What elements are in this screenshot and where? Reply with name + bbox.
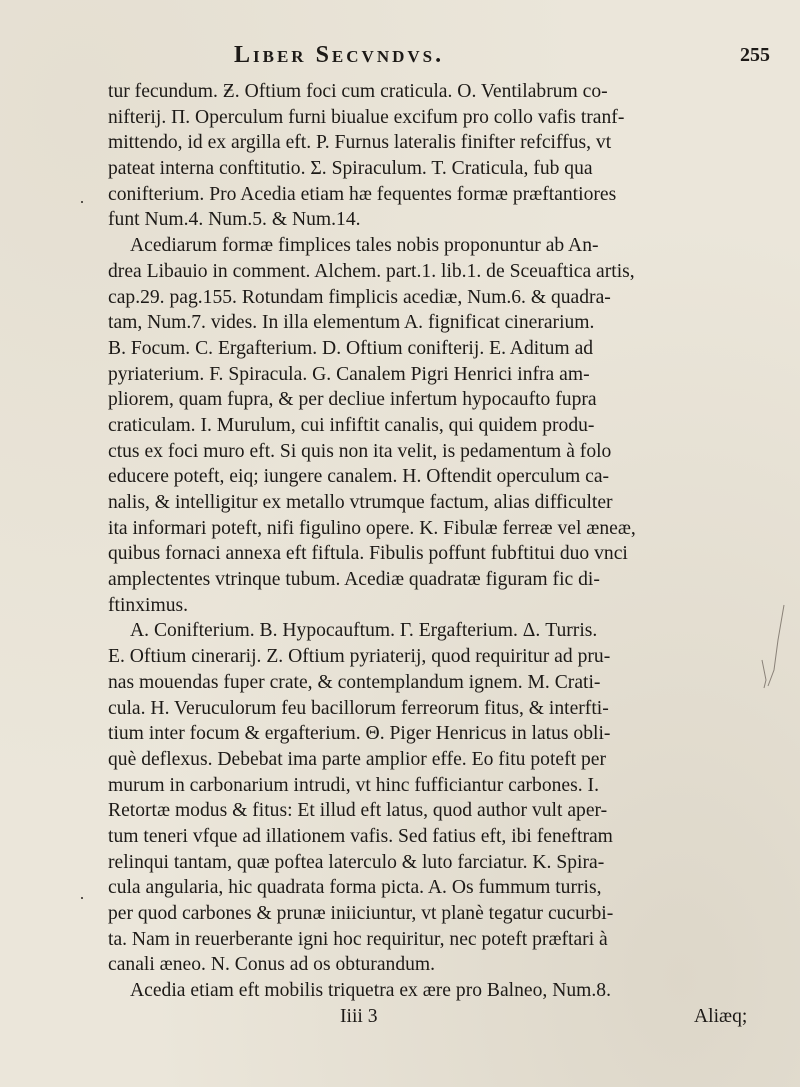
text-line: pyriaterium. F. Spiracula. G. Canalem Pigri Henrici infra am- — [108, 363, 590, 385]
page-number: 255 — [740, 44, 770, 66]
text-line: B. Focum. C. Ergafterium. D. Oftium conifterij. E. Aditum ad — [108, 337, 594, 359]
text-line: ta. Nam in reuerberante igni hoc requiritur, nec poteft præftari à — [108, 928, 608, 950]
text-line: drea Libauio in comment. Alchem. part.1. lib.1. de Sceuaftica artis, — [108, 260, 635, 282]
text-line: educere poteft, eiq; iungere canalem. H. Oftendit operculum ca- — [108, 466, 610, 488]
text-line: A. Conifterium. B. Hypocauftum. Γ. Ergafterium. Δ. Turris. — [130, 620, 598, 642]
text-line: cula. H. Veruculorum feu bacillorum ferreorum fitus, & interfti- — [108, 697, 609, 719]
text-line: E. Oftium cinerarij. Z. Oftium pyriaterij, quod requiritur ad pru- — [108, 646, 611, 668]
text-line: què deflexus. Debebat ima parte amplior effe. Eo fitu poteft per — [108, 748, 606, 770]
text-line: quibus fornaci annexa eft fiftula. Fibulis poffunt fubftitui duo vnci — [108, 543, 628, 565]
page-footer — [108, 1004, 788, 1030]
text-line: funt Num.4. Num.5. & Num.14. — [108, 209, 361, 231]
text-line: pateat interna conftitutio. Σ. Spiraculum. T. Craticula, fub qua — [108, 158, 593, 180]
text-line: ita informari poteft, nifi figulino opere. K. Fibulæ ferreæ vel æneæ, — [108, 517, 636, 539]
text-line: cap.29. pag.155. Rotundam fimplicis acediæ, Num.6. & quadra- — [108, 286, 611, 308]
text-line: tum teneri vfque ad illationem vafis. Sed fatius eft, ibi feneftram — [108, 825, 613, 847]
text-line: canali æneo. N. Conus ad os obturandum. — [108, 954, 436, 976]
text-line: ctus ex foci muro eft. Si quis non ita velit, is pedamentum à folo — [108, 440, 612, 462]
body-text — [108, 79, 788, 1029]
text-line: pliorem, quam fupra, & per decliue infertum hypocaufto fupra — [108, 389, 597, 411]
page-header — [150, 42, 770, 82]
text-line: mittendo, id ex argilla eft. P. Furnus lateralis finifter refciffus, vt — [108, 132, 612, 154]
text-line: Acedia etiam eft mobilis triquetra ex ære pro Balneo, Num.8. — [130, 980, 611, 1002]
text-line: per quod carbones & prunæ iniiciuntur, vt planè tegatur cucurbi- — [108, 903, 614, 924]
text-line: cula angularia, hic quadrata forma picta. A. Os fummum turris, — [108, 877, 602, 899]
margin-dot — [81, 201, 83, 203]
text-line: tur fecundum. Ƶ. Oftium foci cum craticula. O. Ventilabrum co- — [108, 81, 608, 102]
text-line: Retortæ modus & fitus: Et illud eft latus, quod author vult aper- — [108, 800, 608, 822]
text-line: nas mouendas fuper crate, & contemplandum ignem. M. Crati- — [108, 671, 601, 693]
pencil-mark-icon — [754, 600, 794, 690]
text-line: nifterij. Π. Operculum furni biualue excifum pro collo vafis tranf- — [108, 106, 625, 128]
catchword: Aliæq; — [694, 1005, 748, 1027]
text-line: amplectentes vtrinque tubum. Acediæ quadratæ figuram fic di- — [108, 569, 600, 591]
margin-dot — [81, 897, 83, 899]
signature-mark: Iiii 3 — [340, 1005, 378, 1027]
text-line: tam, Num.7. vides. In illa elementum A. fignificat cinerarium. — [108, 312, 595, 334]
text-line: murum in carbonarium intrudi, vt hinc fufficiantur carbones. I. — [108, 774, 599, 796]
text-line: relinqui tantam, quæ poftea laterculo & luto farciatur. K. Spira- — [108, 851, 605, 873]
text-line: ftinximus. — [108, 594, 189, 616]
text-line: Acediarum formæ fimplices tales nobis proponuntur ab An- — [130, 235, 599, 257]
running-title: Liber Secvndvs. — [234, 42, 445, 68]
text-line: conifterium. Pro Acedia etiam hæ fequentes formæ præftantiores — [108, 183, 617, 205]
text-line: craticulam. I. Murulum, cui infiftit canalis, qui quidem produ- — [108, 414, 595, 436]
text-line: tium inter focum & ergafterium. Θ. Piger Henricus in latus obli- — [108, 723, 611, 745]
text-line: nalis, & intelligitur ex metallo vtrumque factum, alias difficulter — [108, 492, 613, 513]
